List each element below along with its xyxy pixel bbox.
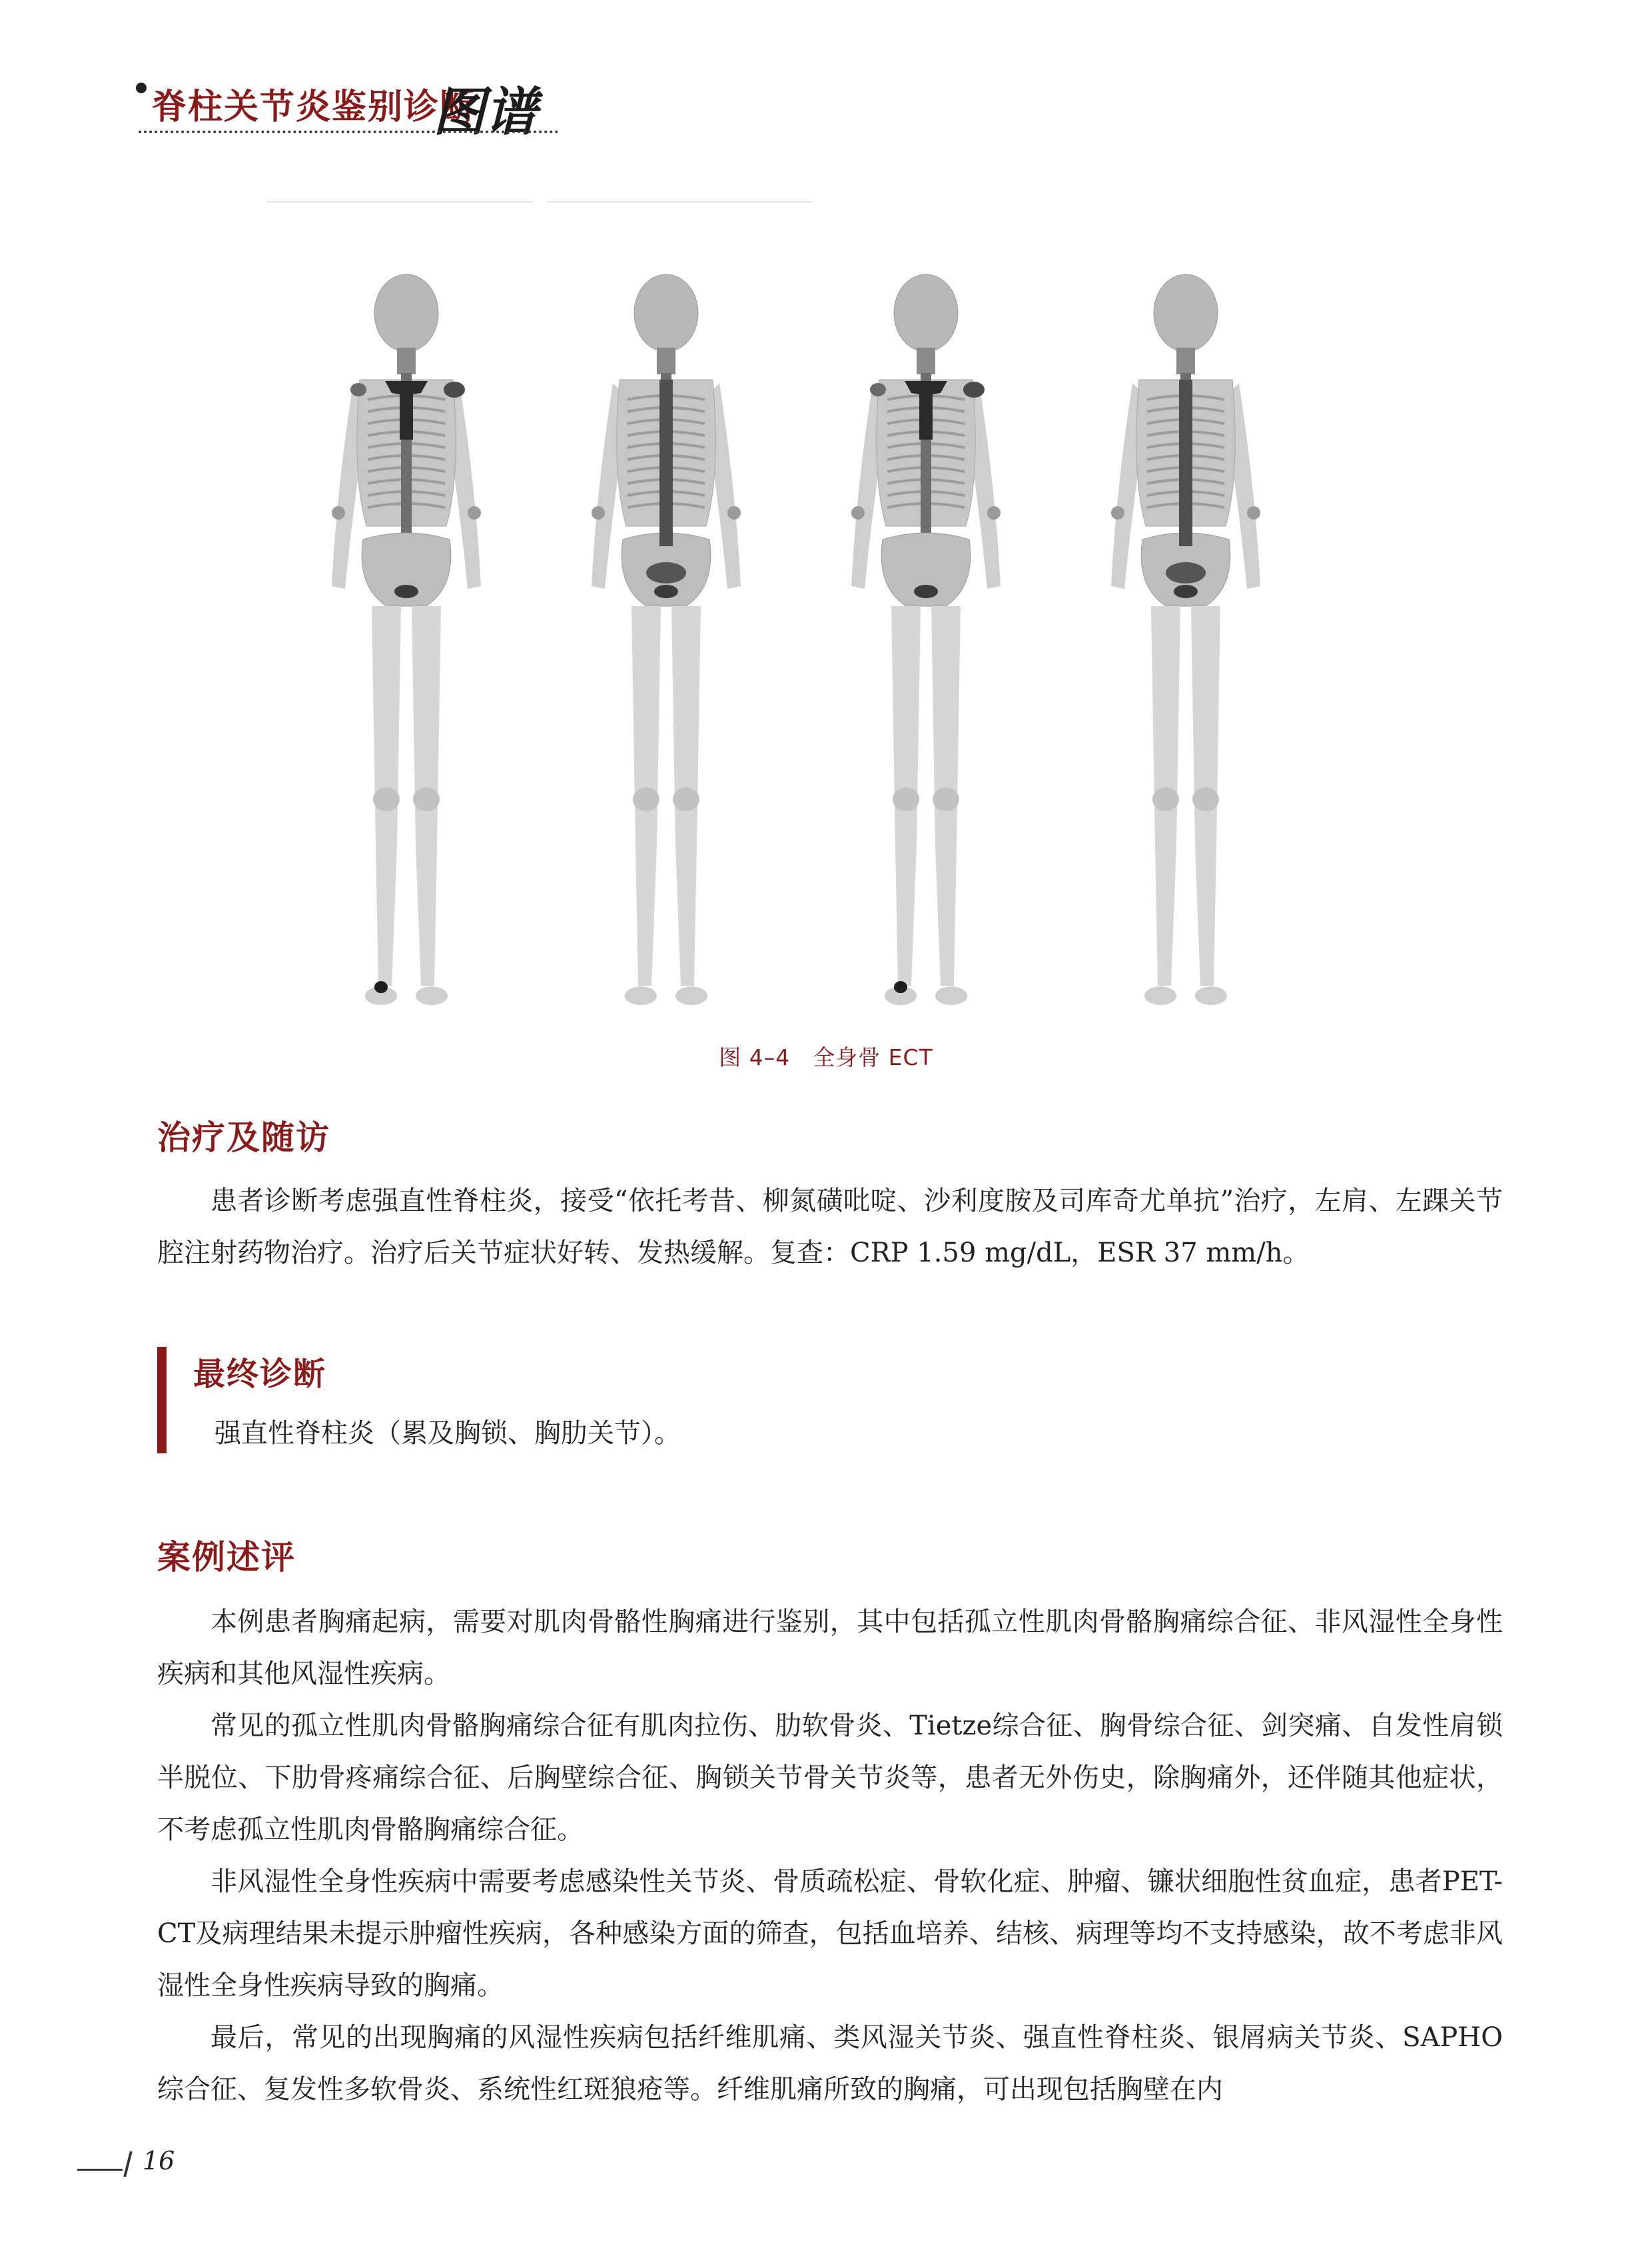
- header-bullet: [136, 83, 147, 93]
- review-paragraph: 常见的孤立性肌肉骨骼胸痛综合征有肌肉拉伤、肋软骨炎、Tietze综合征、胸骨综合征、剑突痛、自发性肩锁半脱位、下肋骨疼痛综合征、后胸壁综合征、胸锁关节骨关节炎等，患者无外伤史，除胸痛外，还伴随其他症状，不考虑孤立性肌肉骨骼胸痛综合征。: [157, 1710, 1503, 1845]
- section-heading-review: 案例述评: [157, 1538, 296, 1577]
- page-number: 16: [143, 2146, 175, 2175]
- posterior-view-2: [1086, 273, 1286, 1026]
- treatment-paragraph: 患者诊断考虑强直性脊柱炎，接受“依托考昔、柳氮磺吡啶、沙利度胺及司库奇尤单抗”治疗，左肩、左踝关节腔注射药物治疗。治疗后关节症状好转、发热缓解。复查：CRP 1.59 mg/dL，ESR 37 mm/h。: [157, 1186, 1503, 1268]
- review-paragraph: 非风湿性全身性疾病中需要考虑感染性关节炎、骨质疏松症、骨软化症、肿瘤、镰状细胞性贫血症，患者PET-CT及病理结果未提示肿瘤性疾病，各种感染方面的筛查，包括血培养、结核、病理等均不支持感染，故不考虑非风湿性全身性疾病导致的胸痛。: [157, 1866, 1503, 2001]
- book-title: 脊柱关节炎鉴别诊断: [152, 87, 476, 127]
- section-heading-treatment: 治疗及随访: [157, 1118, 330, 1157]
- header-dotted-rule: [139, 131, 558, 133]
- footer-slash: [123, 2151, 132, 2177]
- posterior-view-1: [566, 273, 766, 1026]
- anterior-view-1: [306, 273, 506, 1026]
- final-diagnosis-text: 强直性脊柱炎（累及胸锁、胸肋关节）。: [214, 1418, 681, 1449]
- figure-top-rule: [266, 201, 533, 202]
- anterior-view-2: [826, 273, 1026, 1026]
- final-diagnosis-accent-bar: [157, 1347, 167, 1453]
- footer-rule: [77, 2169, 123, 2171]
- section-heading-final-diagnosis: 最终诊断: [193, 1355, 327, 1393]
- bone-scan-figure: [260, 200, 1392, 1026]
- figure-caption: 图 4–4 全身骨 ECT: [719, 1044, 933, 1070]
- review-paragraph: 本例患者胸痛起病，需要对肌肉骨骼性胸痛进行鉴别，其中包括孤立性肌肉骨骼胸痛综合征、非风湿性全身性疾病和其他风湿性疾病。: [157, 1607, 1503, 1689]
- review-paragraph: 最后，常见的出现胸痛的风湿性疾病包括纤维肌痛、类风湿关节炎、强直性脊柱炎、银屑病关节炎、SAPHO综合征、复发性多软骨炎、系统性红斑狼疮等。纤维肌痛所致的胸痛，可出现包括胸壁在内: [157, 2022, 1503, 2105]
- figure-top-rule: [546, 201, 813, 202]
- book-title-suffix: 图谱: [433, 82, 538, 143]
